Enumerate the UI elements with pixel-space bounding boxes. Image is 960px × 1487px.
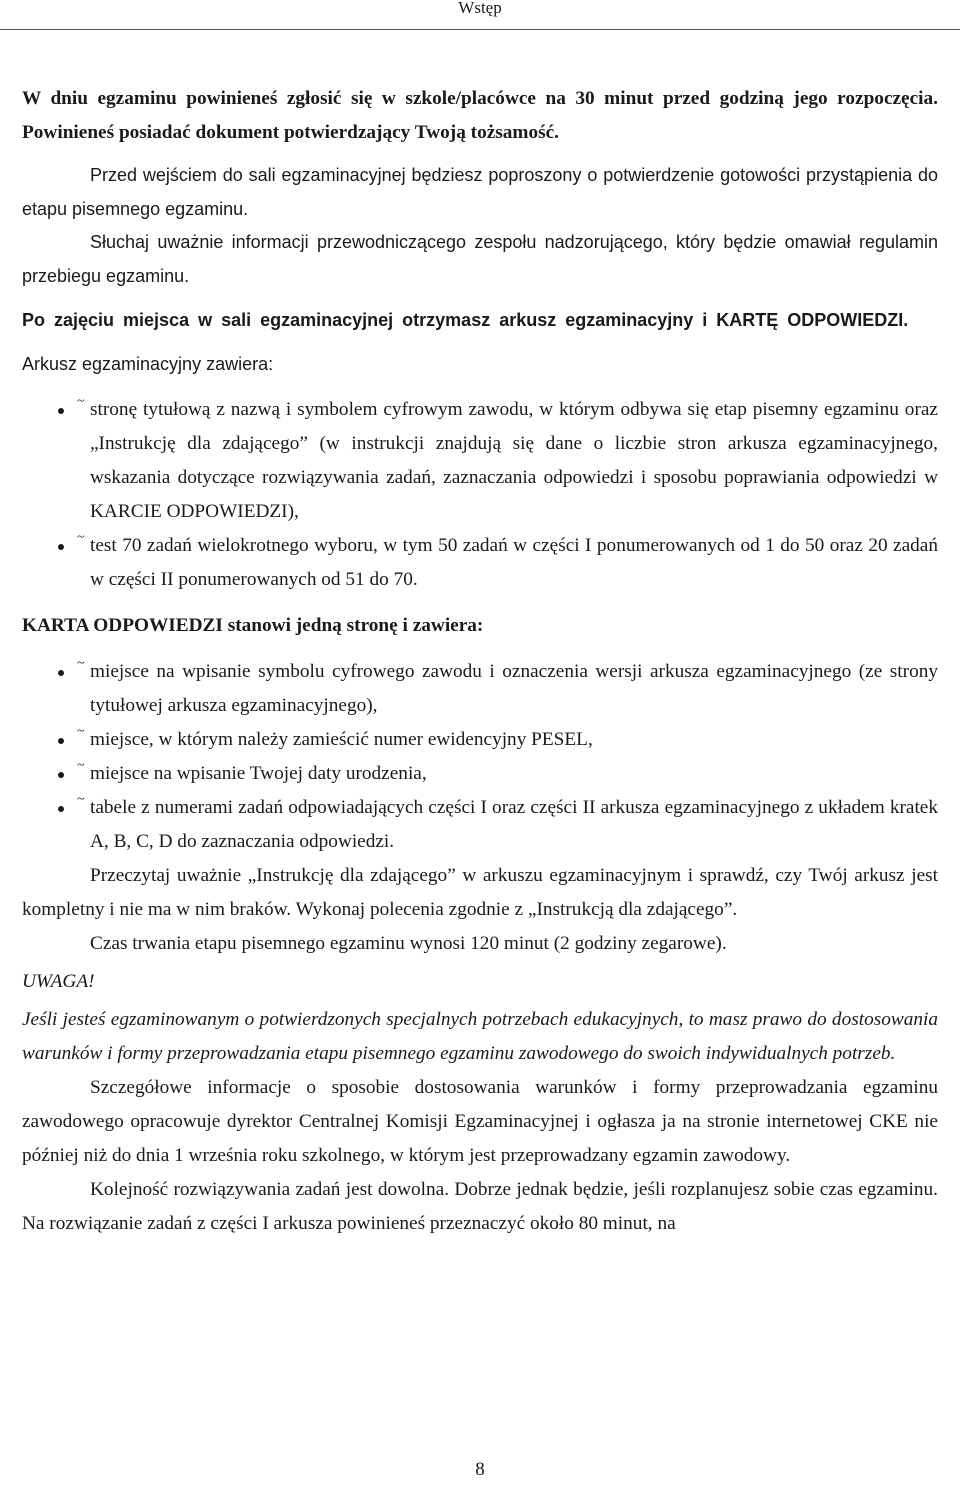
bullet-icon — [58, 772, 64, 778]
paragraph-sluchaj: Słuchaj uważnie informacji przewodniczącego zespołu nadzorującego, który będzie omawiał regulamin przebiegu egzaminu. — [22, 232, 938, 286]
tilde-icon: ~ — [77, 758, 85, 773]
list-item-text: stronę tytułową z nazwą i symbolem cyfrowym zawodu, w którym odbywa się etap pisemny egzaminu oraz „Instrukcję dla zdającego” (w instrukcji znajdują się dane o liczbie stron arkusza egzaminacyjnego, wskazania dotyczące rozwiązywania zadań, zaznaczania odpowiedzi i sposobu poprawiania odpowiedzi w KARCIE ODPOWIEDZI), — [90, 399, 938, 522]
list-item-text: miejsce, w którym należy zamieścić numer ewidencyjny PESEL, — [90, 729, 593, 750]
list-item-text: miejsce na wpisanie Twojej daty urodzenia, — [90, 763, 427, 784]
tilde-icon: ~ — [77, 792, 85, 807]
tilde-icon: ~ — [77, 724, 85, 739]
karta-list — [22, 655, 938, 859]
list-item — [22, 529, 938, 597]
karta-heading: KARTA ODPOWIEDZI stanowi jedną stronę i zawiera: — [22, 615, 484, 636]
intro-paragraph: W dniu egzaminu powinieneś zgłosić się w szkole/placówce na 30 minut przed godziną jego rozpoczęcia. Powinieneś posiadać dokument potwierdzający Twoją tożsamość. — [22, 88, 938, 143]
list-item — [22, 791, 938, 859]
bullet-icon — [58, 738, 64, 744]
paragraph-kolejnosc: Kolejność rozwiązywania zadań jest dowolna. Dobrze jednak będzie, jeśli rozplanujesz sobie czas egzaminu. Na rozwiązanie zadań z części I arkusza powinieneś przeznaczyć około 80 minut, na — [22, 1179, 938, 1234]
page-body — [22, 82, 938, 1241]
page-header — [0, 0, 960, 30]
list-item — [22, 723, 938, 757]
page-number: 8 — [475, 1459, 485, 1480]
list-item-text: test 70 zadań wielokrotnego wyboru, w tym 50 zadań w części I ponumerowanych od 1 do 50 oraz 20 zadań w części II ponumerowanych od 51 do 70. — [90, 535, 938, 590]
arkusz-list — [22, 393, 938, 597]
list-item-text: miejsce na wpisanie symbolu cyfrowego zawodu i oznaczenia wersji arkusza egzaminacyjnego (ze strony tytułowej arkusza egzaminacyjnego), — [90, 661, 938, 716]
list-item — [22, 655, 938, 723]
page-footer — [0, 1458, 960, 1482]
tilde-icon: ~ — [77, 656, 85, 671]
paragraph-specjalne-potrzeby: Jeśli jesteś egzaminowanym o potwierdzonych specjalnych potrzebach edukacyjnych, to masz prawo do dostosowania warunków i formy przeprowadzania etapu pisemnego egzaminu zawodowego do swoich indywidualnych potrzeb. — [22, 1009, 938, 1064]
list-item-text: tabele z numerami zadań odpowiadających części I oraz części II arkusza egzaminacyjnego z układem kratek A, B, C, D do zaznaczania odpowiedzi. — [90, 797, 938, 852]
bullet-icon — [58, 544, 64, 550]
bullet-icon — [58, 408, 64, 414]
tilde-icon: ~ — [77, 394, 85, 409]
bullet-icon — [58, 806, 64, 812]
header-title: Wstęp — [458, 0, 502, 17]
arkusz-heading: Arkusz egzaminacyjny zawiera: — [22, 354, 274, 374]
uwaga-label: UWAGA! — [22, 971, 95, 992]
bullet-icon — [58, 670, 64, 676]
list-item — [22, 393, 938, 529]
list-item — [22, 757, 938, 791]
paragraph-przeczytaj: Przeczytaj uważnie „Instrukcję dla zdającego” w arkuszu egzaminacyjnym i sprawdź, czy Twój arkusz jest kompletny i nie ma w nim braków. Wykonaj polecenia zgodnie z „Instrukcją dla zdającego”. — [22, 865, 938, 920]
tilde-icon: ~ — [77, 530, 85, 545]
paragraph-przed-wejsciem: Przed wejściem do sali egzaminacyjnej będziesz poproszony o potwierdzenie gotowości przystąpienia do etapu pisemnego egzaminu. — [22, 165, 938, 219]
paragraph-czas-trwania: Czas trwania etapu pisemnego egzaminu wynosi 120 minut (2 godziny zegarowe). — [90, 933, 727, 954]
paragraph-szczegolowe: Szczegółowe informacje o sposobie dostosowania warunków i formy przeprowadzania egzaminu zawodowego opracowuje dyrektor Centralnej Komisji Egzaminacyjnej i ogłasza ja na stronie internetowej CKE nie później niż do dnia 1 września roku szkolnego, w którym jest przeprowadzany egzamin zawodowy. — [22, 1077, 938, 1166]
header-rule — [0, 29, 960, 30]
paragraph-po-zajeciu: Po zajęciu miejsca w sali egzaminacyjnej otrzymasz arkusz egzaminacyjny i KARTĘ ODPOWIEDZI. — [22, 310, 909, 330]
